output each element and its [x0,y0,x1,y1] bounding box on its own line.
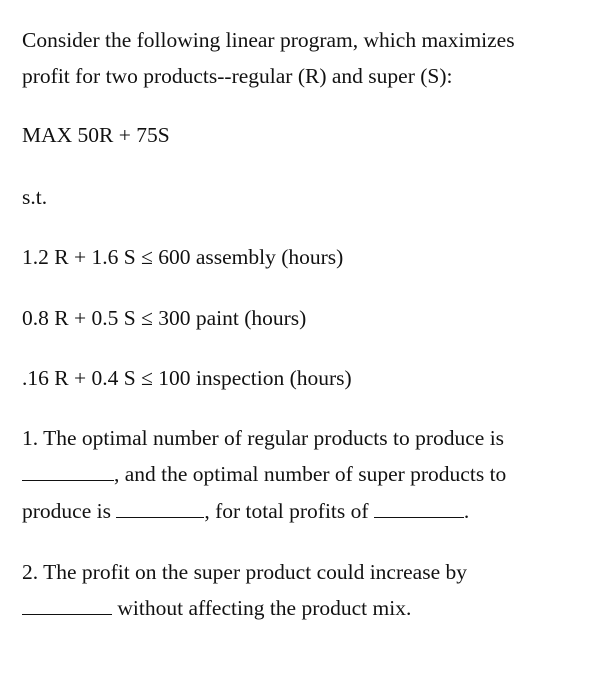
intro-line-1: Consider the following linear program, which maximizes [22,28,515,52]
question-1-text-3a: produce is [22,499,117,523]
constraint-assembly: 1.2 R + 1.6 S ≤ 600 assembly (hours) [22,245,344,269]
question-2-line-1: 2. The profit on the super product could increase by [22,560,468,584]
question-1-line-1: 1. The optimal number of regular products to produce is [22,426,505,450]
subject-to-label: s.t. [22,185,48,209]
objective-function: MAX 50R + 75S [22,123,170,147]
answer-blank-profit[interactable] [374,499,464,518]
answer-blank-super[interactable] [116,499,204,518]
constraint-inspection: .16 R + 0.4 S ≤ 100 inspection (hours) [22,366,352,390]
question-1-text-2: , and the optimal number of super products to [114,462,507,486]
constraint-paint: 0.8 R + 0.5 S ≤ 300 paint (hours) [22,306,307,330]
question-2-line-2 [22,595,411,621]
question-1-line-2 [22,461,506,487]
intro-line-2: profit for two products--regular (R) and super (S): [22,64,453,88]
answer-blank-profit-increase[interactable] [22,596,112,615]
question-1-text-3b: , for total profits of [204,499,374,523]
question-2-text-2: without affecting the product mix. [112,596,412,620]
question-1-line-3 [22,498,469,524]
answer-blank-regular[interactable] [22,462,114,481]
question-1-text-3c: . [463,499,470,523]
